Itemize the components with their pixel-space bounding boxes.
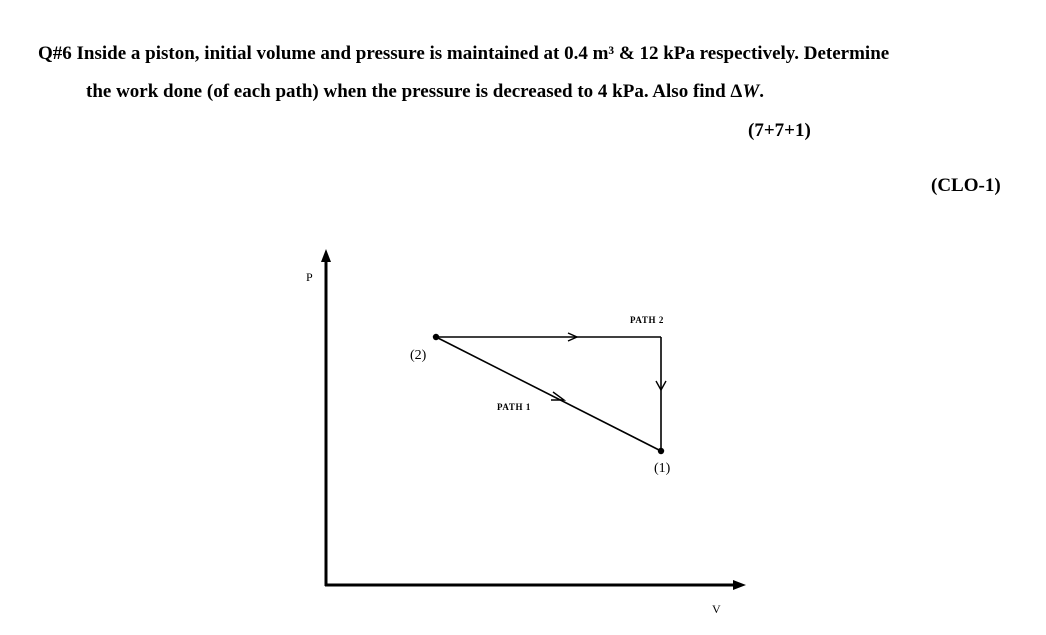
- state-point-1-label: (1): [654, 461, 671, 476]
- state-point-2: [433, 334, 439, 340]
- state-point-2-label: (2): [410, 348, 427, 363]
- question-line-1: Q#6 Inside a piston, initial volume and pressure is maintained at 0.4 m³ & 12 kPa respectively. Determine: [38, 43, 890, 64]
- path-1-diagonal-segment: [436, 337, 661, 451]
- x-axis-label: V: [712, 602, 721, 616]
- y-axis-label: P: [306, 270, 313, 284]
- clo-tag: (CLO-1): [931, 175, 1001, 196]
- question-line-2-end: .: [759, 81, 765, 102]
- state-point-1: [658, 448, 664, 454]
- question-line-2-text: the work done (of each path) when the pressure is decreased to 4 kPa. Also find Δ: [86, 81, 743, 102]
- marks-allocation: (7+7+1): [748, 120, 811, 141]
- x-axis-arrowhead: [733, 580, 746, 590]
- path-2-label: PATH 2: [630, 315, 665, 325]
- work-variable: W: [742, 81, 760, 102]
- y-axis-arrowhead: [321, 249, 331, 262]
- path-1-label: PATH 1: [497, 402, 532, 412]
